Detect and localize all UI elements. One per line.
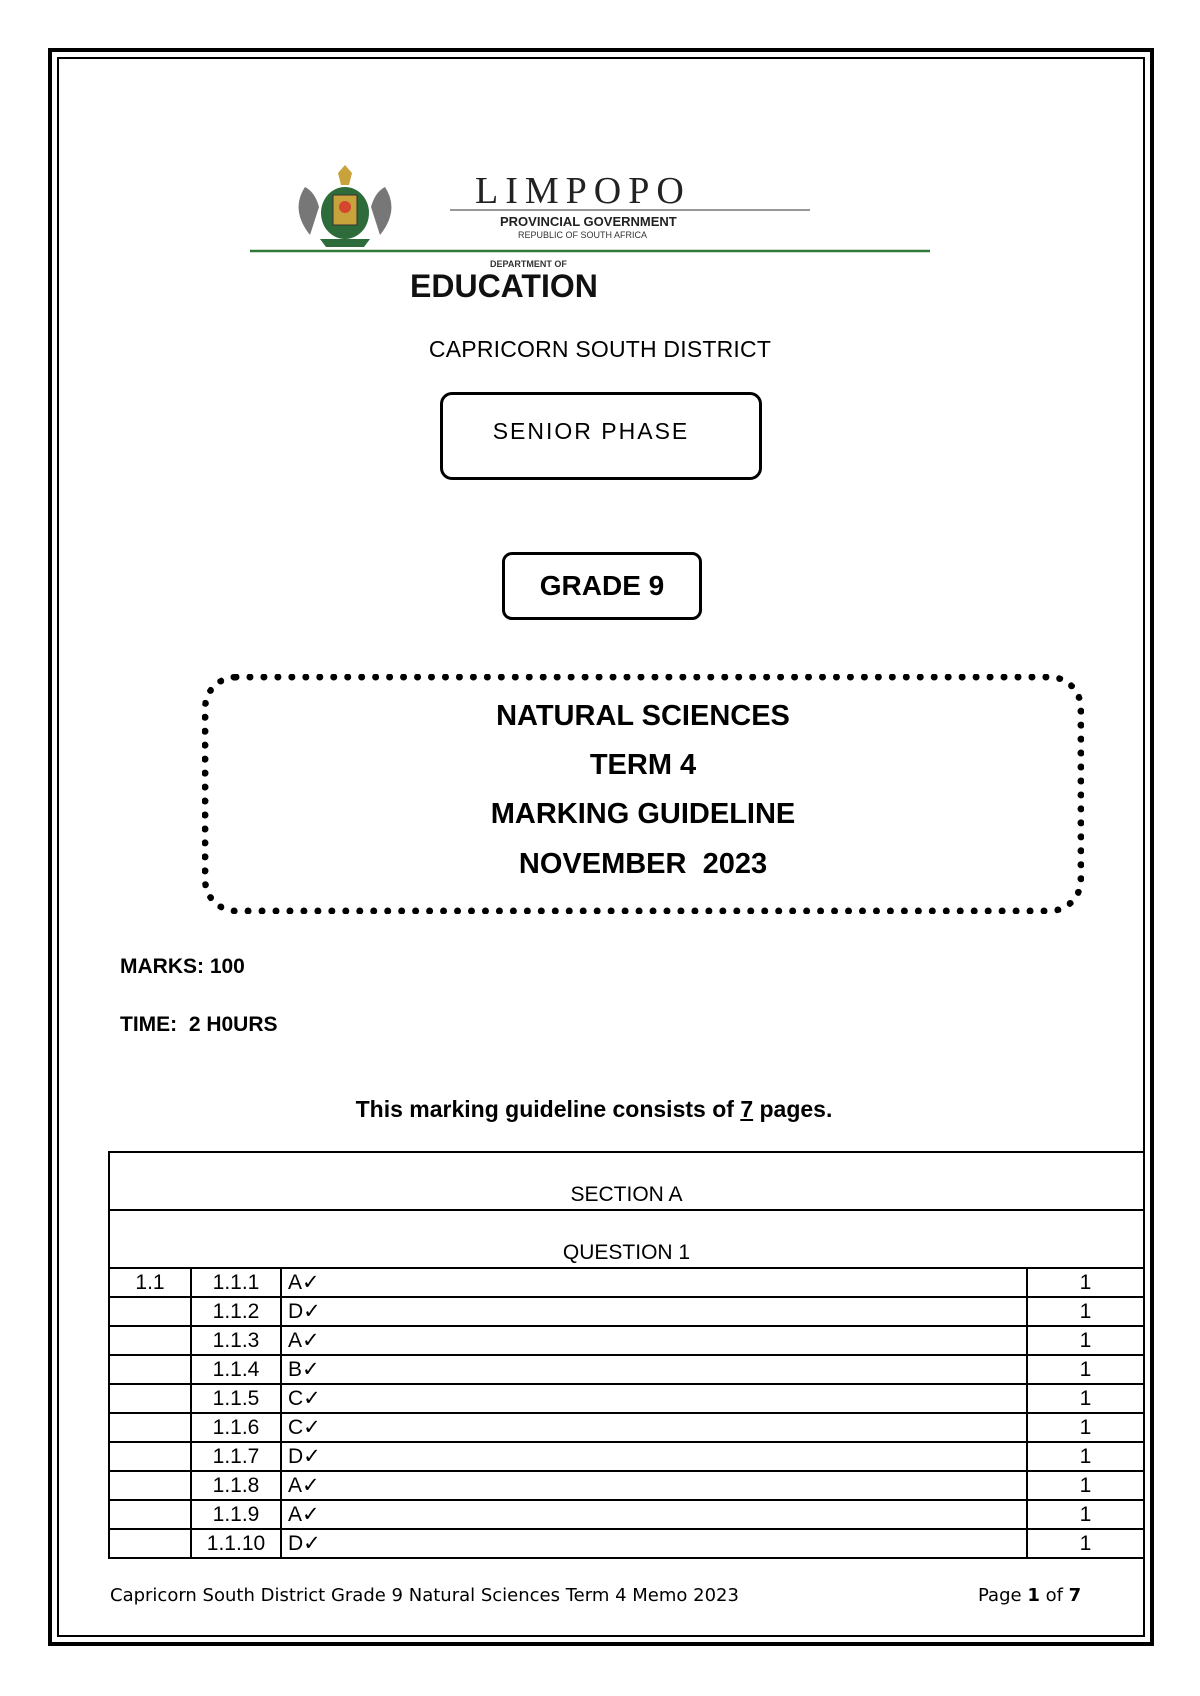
table-row (109, 1297, 1144, 1326)
question-number: 1.1 (109, 1268, 191, 1297)
mark-cell: 1 (1027, 1326, 1144, 1355)
table-row (109, 1268, 1144, 1297)
page-count-before: This marking guideline consists of (355, 1096, 741, 1122)
grade-label: GRADE 9 (539, 570, 665, 601)
coat-of-arms-icon (299, 165, 392, 247)
page-word: Page (978, 1585, 1028, 1606)
answer-cell: A✓ (281, 1471, 1027, 1500)
mark-cell: 1 (1027, 1355, 1144, 1384)
answer-cell: C✓ (281, 1413, 1027, 1442)
answer-cell: A✓ (281, 1268, 1027, 1297)
question-number (109, 1442, 191, 1471)
subject-doc-type: MARKING GUIDELINE (490, 798, 796, 830)
question-header: QUESTION 1 (109, 1210, 1144, 1268)
table-row (109, 1529, 1144, 1558)
sub-question-number: 1.1.7 (191, 1442, 281, 1471)
table-row (109, 1326, 1144, 1355)
subject-term: TERM 4 (589, 749, 697, 781)
question-number (109, 1413, 191, 1442)
answer-cell: D✓ (281, 1529, 1027, 1558)
marks-label: MARKS: 100 (120, 955, 245, 978)
answer-cell: D✓ (281, 1442, 1027, 1471)
mark-cell: 1 (1027, 1384, 1144, 1413)
mark-cell: 1 (1027, 1500, 1144, 1529)
logo-dept: EDUCATION (410, 268, 598, 304)
mark-cell: 1 (1027, 1413, 1144, 1442)
memo-table (108, 1151, 1145, 1559)
question-number (109, 1500, 191, 1529)
question-number (109, 1326, 191, 1355)
table-row (109, 1500, 1144, 1529)
logo-title: LIMPOPO (475, 170, 691, 212)
district-name: CAPRICORN SOUTH DISTRICT (428, 336, 772, 362)
mark-cell: 1 (1027, 1297, 1144, 1326)
mark-cell: 1 (1027, 1529, 1144, 1558)
table-row (109, 1442, 1144, 1471)
sub-question-number: 1.1.6 (191, 1413, 281, 1442)
page-count-number: 7 (740, 1096, 754, 1122)
page-number (978, 1585, 1081, 1606)
question-number (109, 1384, 191, 1413)
grade-box (502, 552, 702, 620)
page-count-note (0, 1096, 1188, 1123)
answer-cell: B✓ (281, 1355, 1027, 1384)
question-number (109, 1529, 191, 1558)
table-row (109, 1384, 1144, 1413)
logo-country: REPUBLIC OF SOUTH AFRICA (518, 230, 648, 240)
limpopo-education-logo (250, 165, 930, 315)
mark-cell: 1 (1027, 1268, 1144, 1297)
of-word: of (1039, 1585, 1069, 1606)
answer-cell: D✓ (281, 1297, 1027, 1326)
sub-question-number: 1.1.4 (191, 1355, 281, 1384)
mark-cell: 1 (1027, 1471, 1144, 1500)
table-row (109, 1471, 1144, 1500)
sub-question-number: 1.1.3 (191, 1326, 281, 1355)
mark-cell: 1 (1027, 1442, 1144, 1471)
footer-text: Capricorn South District Grade 9 Natural Sciences Term 4 Memo 2023 (110, 1585, 739, 1606)
table-row (109, 1355, 1144, 1384)
sub-question-number: 1.1.2 (191, 1297, 281, 1326)
table-row (109, 1413, 1144, 1442)
question-number (109, 1471, 191, 1500)
subject-title: NATURAL SCIENCES (496, 700, 790, 732)
section-header: SECTION A (109, 1152, 1144, 1210)
logo-dept-of: DEPARTMENT OF (490, 259, 567, 269)
sub-question-number: 1.1.8 (191, 1471, 281, 1500)
sub-question-number: 1.1.1 (191, 1268, 281, 1297)
page-total: 7 (1068, 1585, 1082, 1606)
answer-cell: A✓ (281, 1500, 1027, 1529)
page-current: 1 (1027, 1585, 1040, 1606)
sub-question-number: 1.1.5 (191, 1384, 281, 1413)
page-count-after: pages. (753, 1096, 833, 1122)
question-number (109, 1355, 191, 1384)
answer-cell: C✓ (281, 1384, 1027, 1413)
logo-subtitle: PROVINCIAL GOVERNMENT (500, 214, 677, 229)
answer-cell: A✓ (281, 1326, 1027, 1355)
subject-date: NOVEMBER 2023 (518, 848, 768, 880)
time-label: TIME: 2 H0URS (120, 1013, 278, 1036)
question-number (109, 1297, 191, 1326)
phase-label: SENIOR PHASE (492, 418, 690, 444)
sub-question-number: 1.1.9 (191, 1500, 281, 1529)
sub-question-number: 1.1.10 (191, 1529, 281, 1558)
